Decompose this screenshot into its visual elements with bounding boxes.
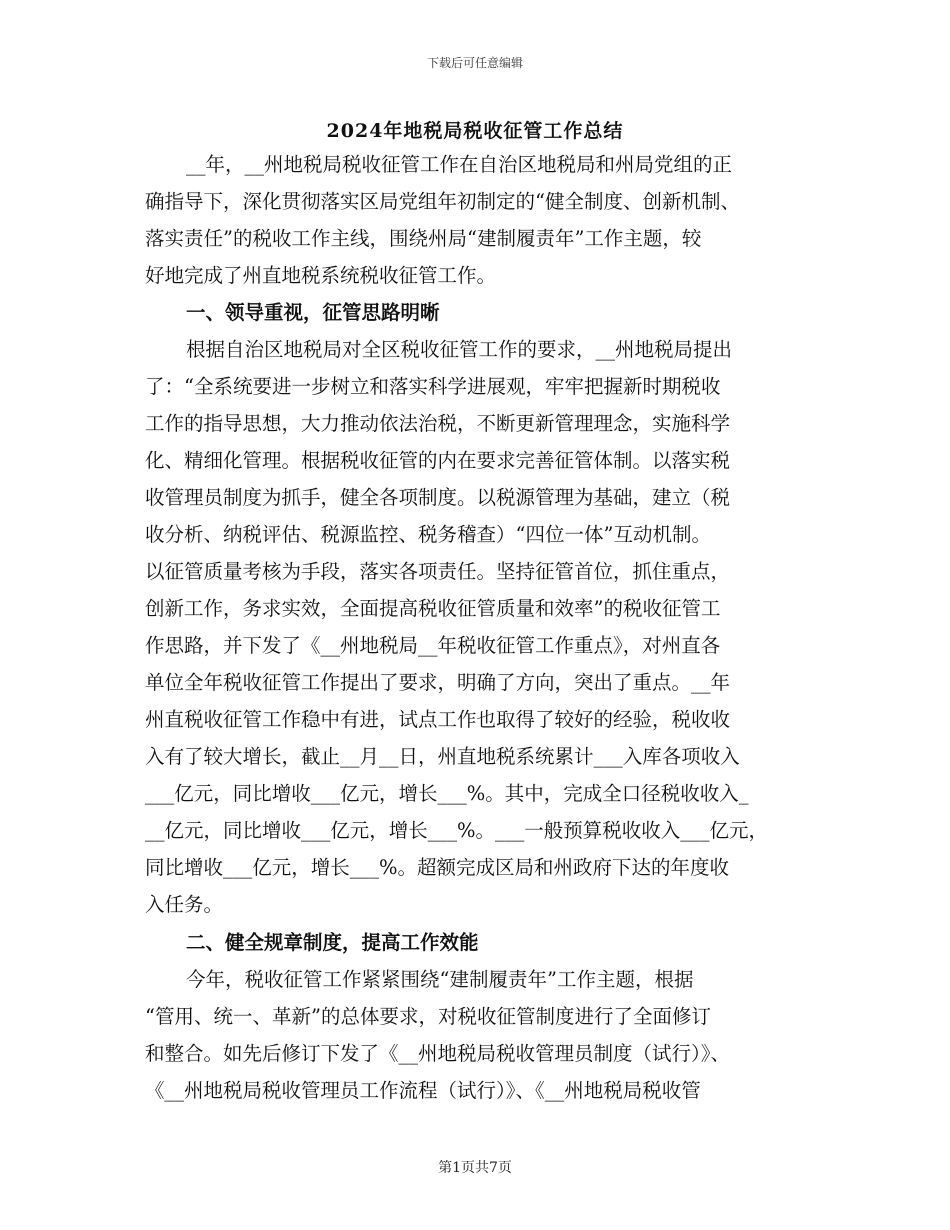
body-line: 确指导下，深化贯彻落实区局党组年初制定的“健全制度、创新机制、: [145, 190, 740, 213]
body-line: 好地完成了州直地税系统税收征管工作。: [145, 264, 497, 287]
header-note: 下载后可任意编辑: [426, 56, 523, 70]
body-line: 根据自治区地税局对全区税收征管工作的要求，__州地税局提出: [186, 338, 733, 361]
body-line: __年，__州地税局税收征管工作在自治区地税局和州局党组的正: [186, 153, 733, 176]
body-line: 创新工作，务求实效，全面提高税收征管质量和效率”的税收征管工: [145, 597, 721, 620]
body-line: __亿元，同比增收___亿元，增长___%。___一般预算税收收入___亿元，: [145, 819, 769, 842]
body-line: “管用、统一、革新”的总体要求，对税收征管制度进行了全面修订: [145, 1005, 711, 1028]
document-title: 2024年地税局税收征管工作总结: [326, 120, 624, 142]
body-line: 作思路，并下发了《__州地税局__年税收征管工作重点》，对州直各: [145, 634, 721, 657]
body-line: 单位全年税收征管工作提出了要求，明确了方向，突出了重点。__年: [145, 671, 731, 694]
page-number: 第1页共7页: [438, 1160, 512, 1176]
body-line: 落实责任”的税收工作主线，围绕州局“建制履责年”工作主题，较: [145, 227, 702, 250]
body-line: 收管理员制度为抓手，健全各项制度。以税源管理为基础，建立（税: [145, 486, 731, 509]
body-line: 《__州地税局税收管理员工作流程（试行）》、《__州地税局税收管: [145, 1079, 701, 1102]
body-line: ___亿元，同比增收___亿元，增长___%。其中，完成全口径税收收入_: [145, 782, 749, 805]
body-line: 收分析、纳税评估、税源监控、税务稽查）“四位一体”互动机制。: [145, 523, 711, 546]
body-line: 工作的指导思想，大力推动依法治税，不断更新管理理念，实施科学: [145, 412, 731, 435]
body-line: 今年，税收征管工作紧紧围绕“建制履责年”工作主题，根据: [186, 968, 694, 991]
section-heading-2: 二、健全规章制度，提高工作效能: [186, 931, 479, 954]
section-heading-1: 一、领导重视，征管思路明晰: [186, 301, 440, 324]
body-line: 入任务。: [145, 893, 224, 916]
body-line: 化、精细化管理。根据税收征管的内在要求完善征管体制。以落实税: [145, 449, 731, 472]
body-line: 同比增收___亿元，增长___%。超额完成区局和州政府下达的年度收: [145, 856, 730, 879]
body-line: 和整合。如先后修订下发了《__州地税局税收管理员制度（试行）》、: [145, 1042, 731, 1065]
body-line: 州直税收征管工作稳中有进，试点工作也取得了较好的经验，税收收: [145, 708, 731, 731]
body-line: 入有了较大增长，截止__月__日，州直地税系统累计___入库各项收入: [145, 745, 740, 768]
body-line: 以征管质量考核为手段，落实各项责任。坚持征管首位，抓住重点，: [145, 560, 731, 583]
body-line: 了：“全系统要进一步树立和落实科学进展观，牢牢把握新时期税收: [145, 375, 721, 398]
